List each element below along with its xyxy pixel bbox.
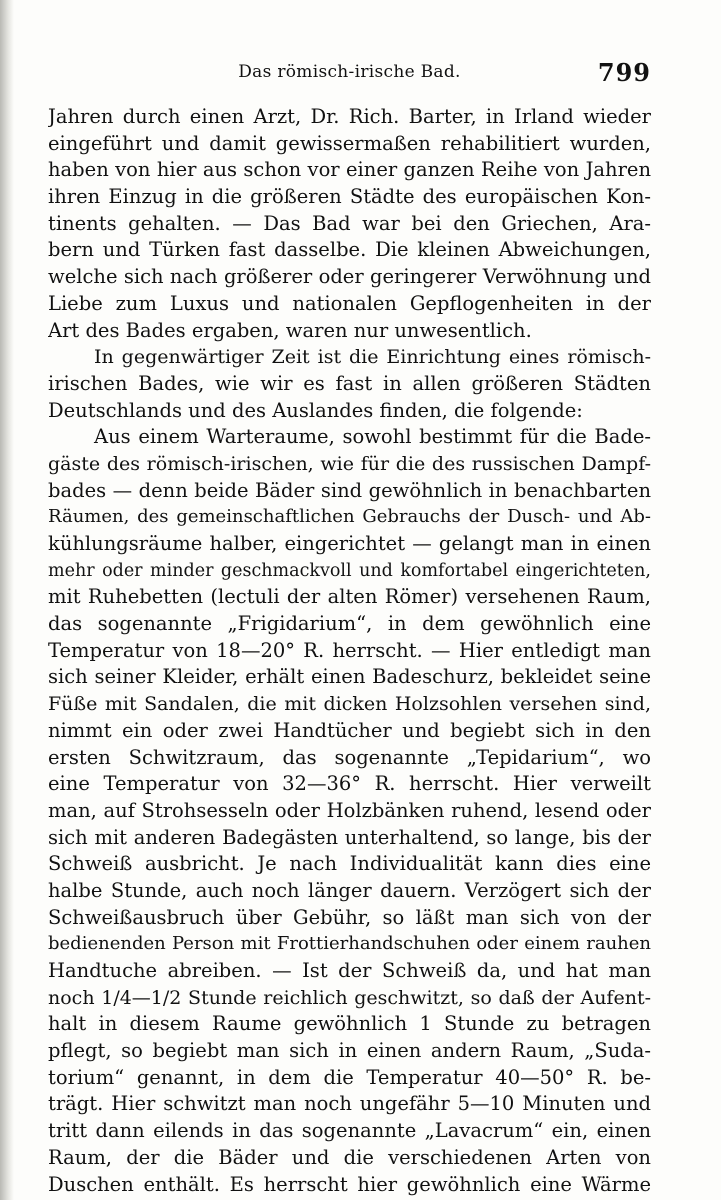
text-line: ihren Einzug in die größeren Städte des europäischen Kon- bbox=[48, 185, 651, 209]
page-header bbox=[48, 58, 651, 92]
text-line: Raum, der die Bäder und die verschiedenen Arten von bbox=[48, 1145, 651, 1169]
text-line: man, auf Strohsesseln oder Holzbänken ruhend, lesend oder bbox=[48, 798, 651, 822]
text-line: In gegenwärtiger Zeit ist die Einrichtung eines römisch- bbox=[94, 346, 651, 369]
text-line: haben von hier aus schon vor einer ganzen Reihe von Jahren bbox=[48, 158, 651, 182]
text-line: tritt dann eilends in das sogenannte „Lavacrum“ ein, einen bbox=[48, 1119, 651, 1143]
binding-gutter bbox=[0, 0, 14, 1200]
text-line: irischen Bades, wie wir es fast in allen größeren Städten bbox=[48, 371, 651, 395]
running-title: Das römisch-irische Bad. bbox=[238, 62, 461, 82]
text-line: gäste des römisch-irischen, wie für die des russischen Dampf- bbox=[48, 452, 651, 475]
text-line: nimmt ein oder zwei Handtücher und begiebt sich in den bbox=[48, 718, 651, 742]
text-line: Schweißausbruch über Gebühr, so läßt man sich von der bbox=[48, 905, 651, 929]
text-line: kühlungsräume halber, eingerichtet — gelangt man in einen bbox=[48, 532, 651, 555]
text-line: mit Ruhebetten (lectuli der alten Römer) versehenen Raum, bbox=[48, 585, 651, 609]
text-line: eingeführt und damit gewissermaßen rehabilitiert wurden, bbox=[48, 131, 651, 155]
text-line: mehr oder minder geschmackvoll und komfortabel eingerichteten, bbox=[48, 560, 651, 581]
text-line: bades — denn beide Bäder sind gewöhnlich in benachbarten bbox=[48, 478, 651, 502]
text-line: Art des Bades ergaben, waren nur unwesentlich. bbox=[48, 318, 532, 342]
text-line: noch 1/4—1/2 Stunde reichlich geschwitzt, so daß der Aufent- bbox=[48, 986, 651, 1009]
text-line: Füße mit Sandalen, die mit dicken Holzsohlen versehen sind, bbox=[48, 693, 651, 716]
text-line: tinents gehalten. — Das Bad war bei den Griechen, Ara- bbox=[48, 211, 651, 235]
text-line: Aus einem Warteraume, sowohl bestimmt für die Bade- bbox=[94, 425, 651, 449]
text-line: Liebe zum Luxus und nationalen Gepflogenheiten in der bbox=[48, 291, 651, 315]
text-line: bedienenden Person mit Frottierhandschuhen oder einem rauhen bbox=[48, 933, 651, 955]
text-line: Temperatur von 18—20° R. herrscht. — Hier entledigt man bbox=[48, 638, 651, 662]
text-line: halt in diesem Raume gewöhnlich 1 Stunde zu betragen bbox=[48, 1012, 651, 1036]
text-line: Räumen, des gemeinschaftlichen Gebrauchs der Dusch- und Ab- bbox=[48, 506, 651, 528]
text-line: halbe Stunde, auch noch länger dauern. Verzögert sich der bbox=[48, 878, 651, 902]
text-line: Deutschlands und des Auslandes finden, die folgende: bbox=[48, 398, 583, 422]
text-line: bern und Türken fast dasselbe. Die kleinen Abweichungen, bbox=[48, 238, 651, 262]
text-line: Handtuche abreiben. — Ist der Schweiß da, und hat man bbox=[48, 959, 651, 982]
page-number: 799 bbox=[597, 58, 651, 87]
text-line: trägt. Hier schwitzt man noch ungefähr 5—10 Minuten und bbox=[48, 1092, 651, 1116]
text-line: pflegt, so begiebt man sich in einen andern Raum, „Suda- bbox=[48, 1039, 651, 1063]
text-line: Schweiß ausbricht. Je nach Individualität kann dies eine bbox=[48, 852, 651, 876]
text-line: Duschen enthält. Es herrscht hier gewöhnlich eine Wärme bbox=[48, 1172, 651, 1196]
text-line: Jahren durch einen Arzt, Dr. Rich. Barter, in Irland wieder bbox=[48, 105, 651, 128]
text-line: welche sich nach größerer oder geringerer Verwöhnung und bbox=[48, 265, 651, 289]
text-line: sich mit anderen Badegästen unterhaltend, so lange, bis der bbox=[48, 825, 651, 849]
text-line: eine Temperatur von 32—36° R. herrscht. Hier verweilt bbox=[48, 772, 651, 796]
text-line: das sogenannte „Frigidarium“, in dem gewöhnlich eine bbox=[48, 612, 651, 636]
text-line: ersten Schwitzraum, das sogenannte „Tepidarium“, wo bbox=[48, 745, 651, 769]
text-line: sich seiner Kleider, erhält einen Badeschurz, bekleidet seine bbox=[48, 665, 651, 689]
text-line: torium“ genannt, in dem die Temperatur 40—50° R. be- bbox=[48, 1065, 651, 1089]
body-text bbox=[48, 104, 651, 1198]
